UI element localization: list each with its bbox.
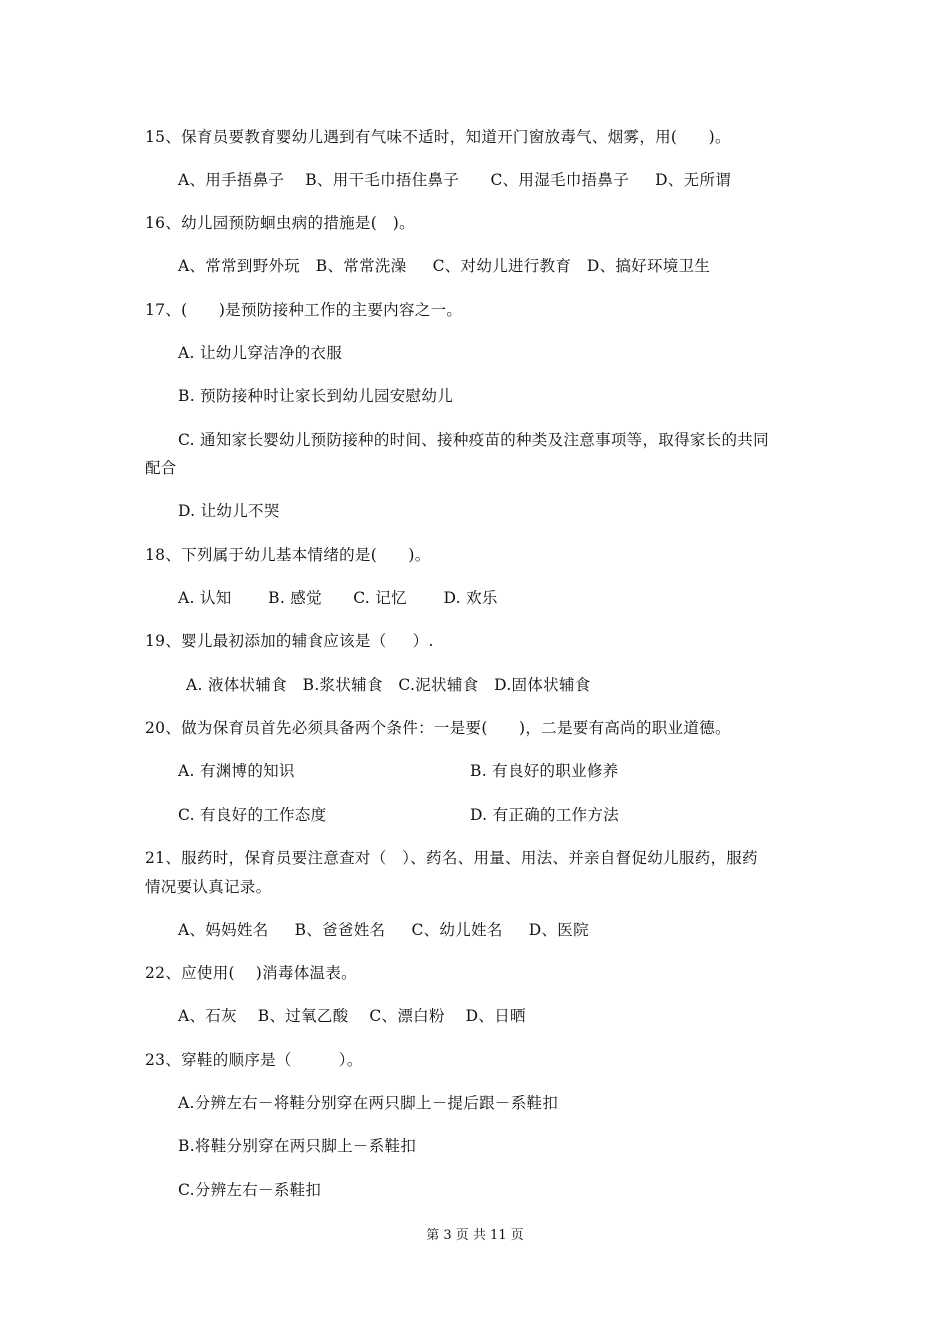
question-17-option-c: C. 通知家长婴幼儿预防接种的时间、接种疫苗的种类及注意事项等，取得家长的共同 — [178, 431, 769, 449]
question-17-option-a: A. 让幼儿穿洁净的衣服 — [178, 344, 343, 362]
question-20-option-c: C. 有良好的工作态度 — [178, 806, 327, 824]
question-19-stem: 19、婴儿最初添加的辅食应该是（ ）. — [145, 632, 434, 650]
question-21-stem: 21、服药时，保育员要注意查对（ ）、药名、用量、用法、并亲自督促幼儿服药，服药 — [145, 849, 758, 867]
question-20-option-d: D. 有正确的工作方法 — [470, 806, 620, 824]
question-23-option-a: A.分辨左右－将鞋分别穿在两只脚上－提后跟－系鞋扣 — [178, 1094, 559, 1112]
question-22-options: A、石灰 B、过氧乙酸 C、漂白粉 D、日晒 — [178, 1007, 526, 1025]
question-15-options: A、用手捂鼻子 B、用干毛巾捂住鼻子 C、用湿毛巾捂鼻子 D、无所谓 — [178, 171, 732, 189]
question-15-stem: 15、保育员要教育婴幼儿遇到有气味不适时，知道开门窗放毒气、烟雾，用( )。 — [145, 128, 731, 146]
question-20-option-b: B. 有良好的职业修养 — [470, 762, 619, 780]
question-23-option-c: C.分辨左右－系鞋扣 — [178, 1181, 322, 1199]
question-23-stem: 23、穿鞋的顺序是（ ）。 — [145, 1051, 363, 1069]
question-17-option-c-continued: 配合 — [145, 459, 177, 477]
question-20-stem: 20、做为保育员首先必须具备两个条件：一是要( )，二是要有高尚的职业道德。 — [145, 719, 731, 737]
question-22-stem: 22、应使用( )消毒体温表。 — [145, 964, 357, 982]
question-19-options: A. 液体状辅食 B.浆状辅食 C.泥状辅食 D.固体状辅食 — [186, 676, 591, 694]
question-17-stem: 17、( )是预防接种工作的主要内容之一。 — [145, 301, 463, 319]
question-16-options: A、常常到野外玩 B、常常洗澡 C、对幼儿进行教育 D、搞好环境卫生 — [178, 257, 711, 275]
question-20-option-a: A. 有渊博的知识 — [178, 762, 295, 780]
question-23-option-b: B.将鞋分别穿在两只脚上－系鞋扣 — [178, 1137, 417, 1155]
question-21-options: A、妈妈姓名 B、爸爸姓名 C、幼儿姓名 D、医院 — [178, 921, 589, 939]
question-21-stem-continued: 情况要认真记录。 — [145, 878, 272, 896]
question-17-option-d: D. 让幼儿不哭 — [178, 502, 280, 520]
page-number-footer: 第 3 页 共 11 页 — [426, 1228, 524, 1243]
question-17-option-b: B. 预防接种时让家长到幼儿园安慰幼儿 — [178, 387, 453, 405]
question-16-stem: 16、幼儿园预防蛔虫病的措施是( )。 — [145, 214, 415, 232]
question-18-options: A. 认知 B. 感觉 C. 记忆 D. 欢乐 — [178, 589, 498, 607]
question-18-stem: 18、下列属于幼儿基本情绪的是( )。 — [145, 546, 431, 564]
